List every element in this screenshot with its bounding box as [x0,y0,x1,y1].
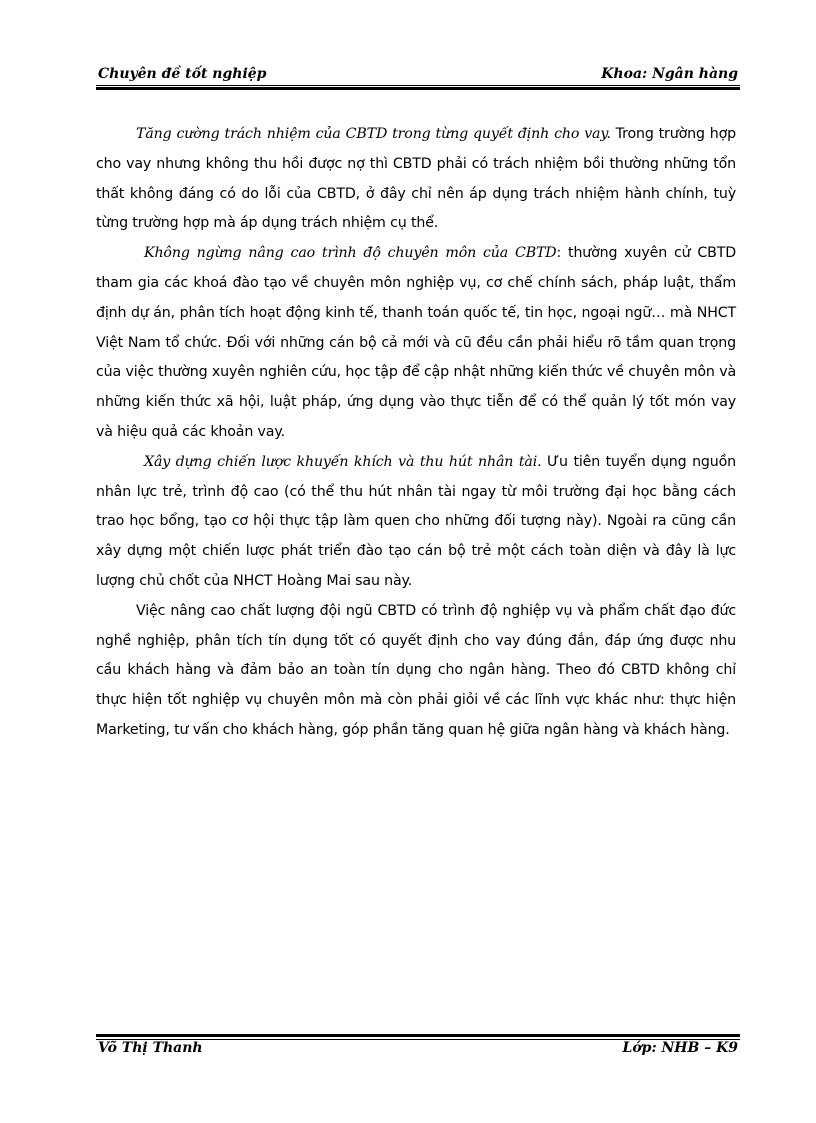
paragraph-responsibility [96,120,736,239]
paragraph-lead: Xây dựng chiến lược khuyến khích và thu hút nhân tài. [144,453,542,470]
header-faculty: Khoa: Ngân hàng [601,66,738,82]
footer-rule-thick [96,1034,740,1037]
paragraph-text: : thường xuyên cử CBTD tham gia các khoá đào tạo về chuyên môn nghiệp vụ, cơ chế chính sách, pháp luật, thẩm định dự án, phân tích hoạt động kinh tế, thanh toán quốc tế, tin học, ngoại ngữ… mà NHCT Việt Nam tổ chức. Đối với những cán bộ cả mới và cũ đều cần phải hiểu rõ tầm quan trọng của việc thường xuyên nghiên cứu, học tập để cập nhật những kiến thức về chuyên môn và những kiến thức xã hội, luật pháp, ứng dụng vào thực tiễn để có thể quản lý tốt món vay và hiệu quả các khoản vay. [96,245,736,440]
paragraph-talent [96,448,736,597]
paragraph-training [96,239,736,448]
header-topic: Chuyên đề tốt nghiệp [98,66,267,82]
page-footer [96,1040,740,1062]
footer-class: Lớp: NHB – K9 [622,1040,738,1056]
footer-author: Võ Thị Thanh [98,1040,203,1056]
header-rule-thick [96,87,740,90]
paragraph-text: Trong trường hợp cho vay nhưng không thu hồi được nợ thì CBTD phải có trách nhiệm bồi thường những tổn thất không đáng có do lỗi của CBTD, ở đây chỉ nên áp dụng trách nhiệm hành chính, tuỳ từng trường hợp mà áp dụng trách nhiệm cụ thể. [96,126,736,232]
header-rule-thin [96,85,740,86]
document-body [96,120,736,746]
paragraph-lead: Không ngừng nâng cao trình độ chuyên môn của CBTD [144,245,557,262]
paragraph-text: Việc nâng cao chất lượng đội ngũ CBTD có trình độ nghiệp vụ và phẩm chất đạo đức nghề nghiệp, phân tích tín dụng tốt có quyết định cho vay đúng đắn, đáp ứng được nhu cầu khách hàng và đảm bảo an toàn tín dụng cho ngân hàng. Theo đó CBTD không chỉ thực hiện tốt nghiệp vụ chuyên môn mà còn phải giỏi về các lĩnh vực khác như: thực hiện Marketing, tư vấn cho khách hàng, góp phần tăng quan hệ giữa ngân hàng và khách hàng. [96,602,736,738]
paragraph-text: Ưu tiên tuyển dụng nguồn nhân lực trẻ, trình độ cao (có thể thu hút nhân tài ngay từ môi trường đại học bằng cách trao học bổng, tạo cơ hội thực tập làm quen cho những đối tượng này). Ngoài ra cũng cần xây dựng một chiến lược phát triển đào tạo cán bộ trẻ một cách toàn diện và đây là lực lượng chủ chốt của NHCT Hoàng Mai sau này. [96,453,736,589]
paragraph-quality [96,597,736,746]
paragraph-lead: Tăng cường trách nhiệm của CBTD trong từng quyết định cho vay. [136,126,611,142]
page-header [96,62,740,84]
